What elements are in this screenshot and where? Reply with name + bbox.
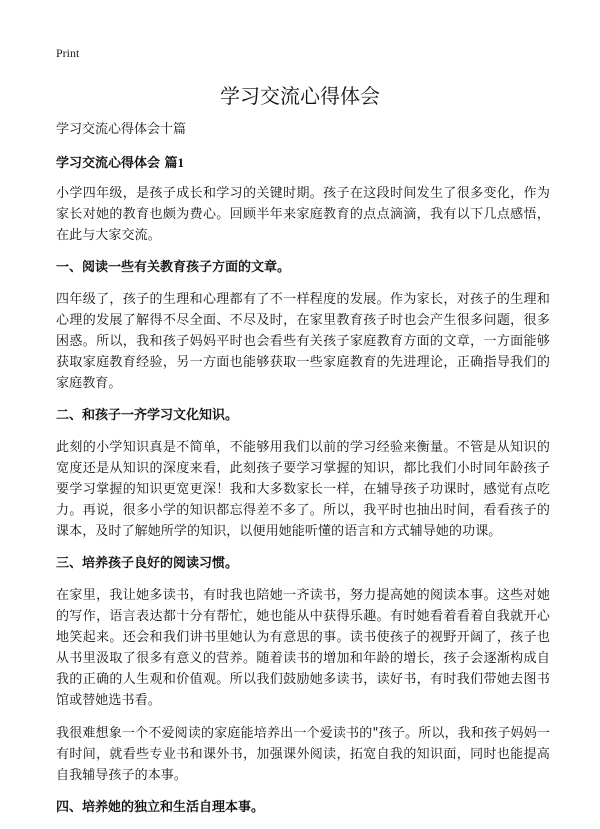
paragraph: 小学四年级，是孩子成长和学习的关键时期。孩子在这段时间发生了很多变化，作为家长对她的教育也颇为费心。回顾半年来家庭教育的点点滴滴，我有以下几点感悟，在此与大家交流。: [56, 186, 550, 243]
paragraph: 四年级了，孩子的生理和心理都有了不一样程度的发展。作为家长，对孩子的生理和心理的发展了解得不尽全面、不尽及时，在家里教育孩子时也会产生很多问题，很多困惑。所以，我和孩子妈妈平时也会看些有关孩子家庭教育方面的文章，一方面能够获取家庭教育经验，另一方面也能够获取一些家庭教育的先进理论，正确指导我们的家庭教育。: [56, 292, 550, 391]
section-heading: 四、培养她的独立和生活自理本事。: [56, 800, 265, 815]
chapter-heading-text: 学习交流心得体会 篇: [56, 156, 178, 171]
paragraph: 在家里，我让她多读书，有时我也陪她一齐读书，努力提高她的阅读本事。这些对她的写作，语言表达都十分有帮忙，她也能从中获得乐趣。有时她看着看着自我就开心地笑起来。还会和我们讲书里她认为有意思的事。读书使孩子的视野开阔了，孩子也从书里汲取了很多有意义的营养。随着读书的增加和年龄的增长，孩子会逐渐构成自我的正确的人生观和价值观。所以我们鼓励她多读书，读好书，有时我们带她去图书馆或替她选书看。: [56, 588, 550, 708]
section-heading: 一、阅读一些有关教育孩子方面的文章。: [56, 260, 291, 275]
document-subtitle: 学习交流心得体会十篇: [56, 122, 187, 137]
section-heading: 三、培养孩子良好的阅读习惯。: [56, 556, 239, 571]
section-heading: 二、和孩子一齐学习文化知识。: [56, 408, 239, 423]
page-title: 学习交流心得体会: [220, 84, 380, 108]
chapter-heading: [56, 153, 550, 173]
paragraph: 此刻的小学知识真是不简单，不能够用我们以前的学习经验来衡量。不管是从知识的宽度还是从知识的深度来看，此刻孩子要学习掌握的知识，都比我们小时同年龄孩子要学习掌握的知识更宽更深！我和大多数家长一样，在辅导孩子功课时，感觉有点吃力。再说，很多小学的知识都忘得差不多了。所以，我平时也抽出时间，看看孩子的课本，及时了解她所学的知识，以便用她能听懂的语言和方式辅导她的功课。: [56, 440, 550, 539]
document-body: [56, 120, 550, 829]
chapter-number: 1: [177, 155, 185, 170]
paragraph: 我很难想象一个不爱阅读的家庭能培养出一个爱读书的"孩子。所以，我和孩子妈妈一有时间，就看些专业书和课外书，加强课外阅读，拓宽自我的知识面，同时也能提高自我辅导孩子的本事。: [56, 726, 550, 783]
print-link[interactable]: Print: [56, 46, 80, 60]
